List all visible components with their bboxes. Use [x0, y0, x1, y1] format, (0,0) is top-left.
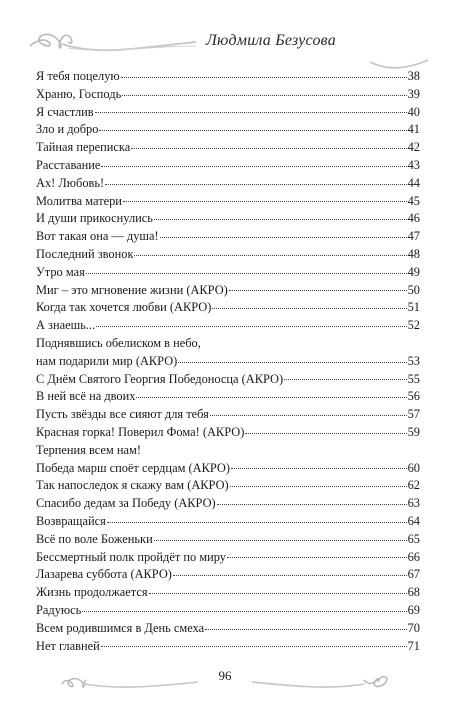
page-header	[0, 18, 450, 58]
toc-entry	[36, 566, 420, 584]
toc-entry-title: Победа марш споёт сердцам (АКРО)	[36, 460, 230, 475]
toc-entry-title: Возвращайся	[36, 513, 106, 528]
toc-leader-dots	[82, 610, 406, 612]
toc-entry-page: 71	[407, 638, 420, 653]
toc-entry-title: Пусть звёзды все сияют для тебя	[36, 407, 209, 422]
toc-leader-dots	[122, 94, 406, 96]
toc-entry-title: Ах! Любовь!	[36, 175, 105, 190]
toc-entry-page: 68	[407, 585, 420, 600]
toc-entry-page: 60	[407, 460, 420, 475]
toc-entry	[36, 282, 420, 300]
toc-leader-dots	[227, 556, 407, 558]
ribbon-ornament-footer-right-icon	[250, 670, 390, 694]
toc-entry-title: Миг – это мгновение жизни (АКРО)	[36, 282, 228, 297]
toc-entry	[36, 460, 420, 478]
toc-leader-dots	[230, 485, 407, 487]
ribbon-ornament-left-icon	[28, 26, 198, 56]
toc-entry	[36, 317, 420, 335]
toc-leader-dots	[154, 218, 407, 220]
toc-entry-title: Спасибо дедам за Победу (АКРО)	[36, 496, 216, 511]
toc-entry-title: Красная горка! Поверил Фома! (АКРО)	[36, 424, 245, 439]
toc-entry	[36, 335, 420, 353]
toc-leader-dots	[107, 521, 407, 523]
toc-entry-title: Лазарева суббота (АКРО)	[36, 567, 172, 582]
toc-leader-dots	[210, 414, 407, 416]
toc-entry	[36, 424, 420, 442]
toc-entry-page: 39	[407, 86, 420, 101]
toc-entry-page: 69	[407, 602, 420, 617]
toc-leader-dots	[105, 183, 406, 185]
toc-entry-page: 50	[407, 282, 420, 297]
toc-entry	[36, 371, 420, 389]
toc-entry-page: 70	[407, 620, 420, 635]
toc-leader-dots	[101, 645, 407, 647]
toc-entry	[36, 299, 420, 317]
toc-entry-page: 44	[407, 175, 420, 190]
toc-entry-title: Поднявшись обелиском в небо,	[36, 335, 201, 350]
toc-entry-page: 55	[407, 371, 420, 386]
toc-entry-title: Вот такая она — душа!	[36, 229, 159, 244]
toc-leader-dots	[205, 628, 406, 630]
toc-entry-title: Я счастлив	[36, 104, 94, 119]
toc-entry	[36, 442, 420, 460]
toc-leader-dots	[99, 129, 406, 131]
toc-leader-dots	[95, 111, 407, 113]
toc-leader-dots	[131, 147, 406, 149]
author-name: Людмила Безусова	[206, 32, 336, 49]
toc-leader-dots	[173, 574, 407, 576]
toc-leader-dots	[86, 272, 407, 274]
toc-entry-page: 49	[407, 264, 420, 279]
toc-entry-page: 40	[407, 104, 420, 119]
toc-entry-page: 65	[407, 531, 420, 546]
toc-entry-title: Жизнь продолжается	[36, 585, 148, 600]
toc-entry-page: 57	[407, 407, 420, 422]
toc-entry-title: Радуюсь	[36, 602, 82, 617]
toc-entry	[36, 121, 420, 139]
toc-entry-title: И души прикоснулись	[36, 211, 153, 226]
toc-entry-title: В ней всё на двоих	[36, 389, 136, 404]
toc-entry-page: 53	[407, 353, 420, 368]
toc-entry	[36, 584, 420, 602]
toc-entry	[36, 68, 420, 86]
toc-leader-dots	[123, 200, 407, 202]
toc-entry	[36, 495, 420, 513]
toc-leader-dots	[231, 467, 407, 469]
toc-leader-dots	[149, 592, 407, 594]
toc-entry-page: 66	[407, 549, 420, 564]
toc-entry-title: А знаешь...	[36, 318, 96, 333]
toc-entry-title: Храню, Господь	[36, 86, 122, 101]
table-of-contents	[36, 68, 420, 655]
toc-entry-page: 62	[407, 478, 420, 493]
toc-entry	[36, 193, 420, 211]
toc-leader-dots	[101, 165, 406, 167]
toc-entry-title: нам подарили мир (АКРО)	[36, 353, 178, 368]
page-footer	[0, 664, 450, 704]
toc-entry-title: Всё по воле Боженьки	[36, 531, 153, 546]
toc-entry-page: 38	[407, 69, 420, 83]
toc-entry-page: 56	[407, 389, 420, 404]
toc-leader-dots	[160, 236, 407, 238]
toc-leader-dots	[178, 361, 406, 363]
toc-entry	[36, 210, 420, 228]
toc-entry	[36, 228, 420, 246]
toc-entry	[36, 104, 420, 122]
toc-leader-dots	[245, 432, 406, 434]
toc-entry-title: Когда так хочется любви (АКРО)	[36, 300, 212, 315]
toc-leader-dots	[136, 396, 406, 398]
toc-entry	[36, 513, 420, 531]
toc-entry-page: 67	[407, 567, 420, 582]
toc-leader-dots	[212, 307, 406, 309]
toc-entry-page: 42	[407, 140, 420, 155]
toc-entry-title: Зло и добро	[36, 122, 99, 137]
toc-entry-page: 52	[407, 318, 420, 333]
toc-entry-title: Я тебя поцелую	[36, 69, 120, 83]
toc-entry	[36, 620, 420, 638]
toc-leader-dots	[121, 76, 407, 78]
toc-entry	[36, 139, 420, 157]
toc-leader-dots	[134, 254, 406, 256]
toc-entry-title: Всем родившимся в День смеха	[36, 620, 205, 635]
toc-entry	[36, 477, 420, 495]
toc-entry-title: С Днём Святого Георгия Победоносца (АКРО)	[36, 371, 284, 386]
toc-entry-page: 41	[407, 122, 420, 137]
toc-leader-dots	[284, 378, 407, 380]
toc-entry-title: Молитва матери	[36, 193, 122, 208]
toc-entry-page: 46	[407, 211, 420, 226]
toc-entry	[36, 246, 420, 264]
toc-entry	[36, 549, 420, 567]
toc-entry-title: Бессмертный полк пройдёт по миру	[36, 549, 226, 564]
toc-entry	[36, 353, 420, 371]
toc-entry	[36, 264, 420, 282]
toc-entry-title: Так напоследок я скажу вам (АКРО)	[36, 478, 229, 493]
toc-entry-page: 43	[407, 157, 420, 172]
toc-entry	[36, 157, 420, 175]
toc-entry-title: Тайная переписка	[36, 140, 131, 155]
toc-entry	[36, 406, 420, 424]
toc-entry-title: Последний звонок	[36, 246, 134, 261]
toc-entry-page: 45	[407, 193, 420, 208]
toc-entry	[36, 531, 420, 549]
toc-entry	[36, 602, 420, 620]
toc-entry-page: 51	[407, 300, 420, 315]
toc-entry	[36, 388, 420, 406]
toc-leader-dots	[217, 503, 407, 505]
toc-entry-title: Расставание	[36, 157, 101, 172]
toc-entry-page: 48	[407, 246, 420, 261]
toc-entry-page: 64	[407, 513, 420, 528]
toc-leader-dots	[229, 289, 407, 291]
toc-entry	[36, 638, 420, 656]
toc-leader-dots	[154, 539, 407, 541]
toc-entry	[36, 175, 420, 193]
toc-entry-title: Нет главней	[36, 638, 100, 653]
toc-leader-dots	[96, 325, 407, 327]
page-number: 96	[218, 668, 232, 683]
toc-entry-title: Терпения всем нам!	[36, 442, 141, 457]
toc-entry	[36, 86, 420, 104]
toc-entry-page: 59	[407, 424, 420, 439]
toc-entry-page: 47	[407, 229, 420, 244]
toc-entry-page: 63	[407, 496, 420, 511]
toc-entry-title: Утро мая	[36, 264, 85, 279]
